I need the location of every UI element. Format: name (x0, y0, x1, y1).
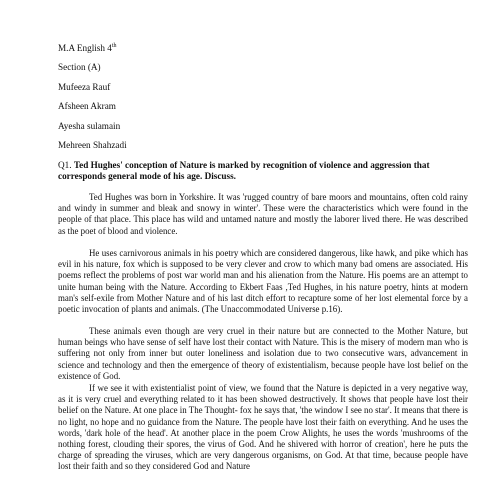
paragraph-text: If we see it with existentialist point of view, we found that the Nature is depicted in a very negative way, as it is very cruel and everything related to it has been showed destructively. It shows that people have lost their belief on the Nature. At one place in The Thought- fox he says that, 'the window I see no star'. It means that there is no light, no hope and no guidance from the Nature. The people have lost their faith on everything. And he uses the words, 'dark hole of the head'. At another place in the poem Crow Alights, he uses the words 'mushrooms of the nothing forest, clouding their spores, the virus of God. And he shivered with horror of creation', here he puts the charge of spreading the viruses, which are very dangerous organisms, on God. At that time, because people have lost their faith and so they considered God and Nature (58, 383, 468, 472)
paragraph-text: Ted Hughes was born in Yorkshire. It was 'rugged country of bare moors and mountains, often cold rainy and windy in summer and bleak and snowy in winter'. These were the characteristics which were found in the people of that place. This place has wild and untamed nature and mostly the laborer lived there. He was described as the poet of blood and violence. (58, 192, 468, 236)
course-line (58, 43, 117, 54)
essay-paragraph (58, 248, 468, 315)
course-superscript: th (111, 42, 117, 49)
essay-paragraph (58, 192, 468, 237)
author-name: Afsheen Akram (58, 101, 116, 111)
paragraph-text: He uses carnivorous animals in his poetry which are considered dangerous, like hawk, and pike which has evil in his nature, fox which is supposed to be very clever and crow to which many bad omens are associated. His poems reflect the problems of post war world man and his alienation from the Nature. His poems are an attempt to unite human being with the Nature. According to Ekbert Faas ,Ted Hughes, in his nature poetry, hints at modern man's self-exile from Mother Nature and of his last ditch effort to recapture some of her lost elemental force by a poetic invocation of plants and animals. (The Unaccommodated Universe p.16). (58, 248, 468, 315)
essay-paragraph (58, 383, 468, 473)
author-name: Ayesha sulamain (58, 121, 121, 131)
course-label: M.A English 4 (58, 43, 112, 53)
author-name: Mufeeza Rauf (58, 82, 111, 92)
author-name: Mehreen Shahzadi (58, 140, 127, 150)
question-heading (58, 160, 468, 182)
section-line: Section (A) (58, 62, 101, 72)
question-text: Ted Hughes' conception of Nature is marked by recognition of violence and aggression that corresponds general mode of his age. Discuss. (58, 160, 430, 182)
paragraph-text: These animals even though are very cruel in their nature but are connected to the Mother Nature, but human beings who have sense of self have lost their contact with Nature. This is the misery of modern man who is suffering not only from inner but outer loneliness and isolation due to two consecutive wars, advancement in science and technology and then the emergence of theory of existentialism, because people have lost belief on the existence of God. (58, 326, 468, 381)
essay-paragraph (58, 326, 468, 382)
question-number: Q1. (58, 160, 72, 170)
